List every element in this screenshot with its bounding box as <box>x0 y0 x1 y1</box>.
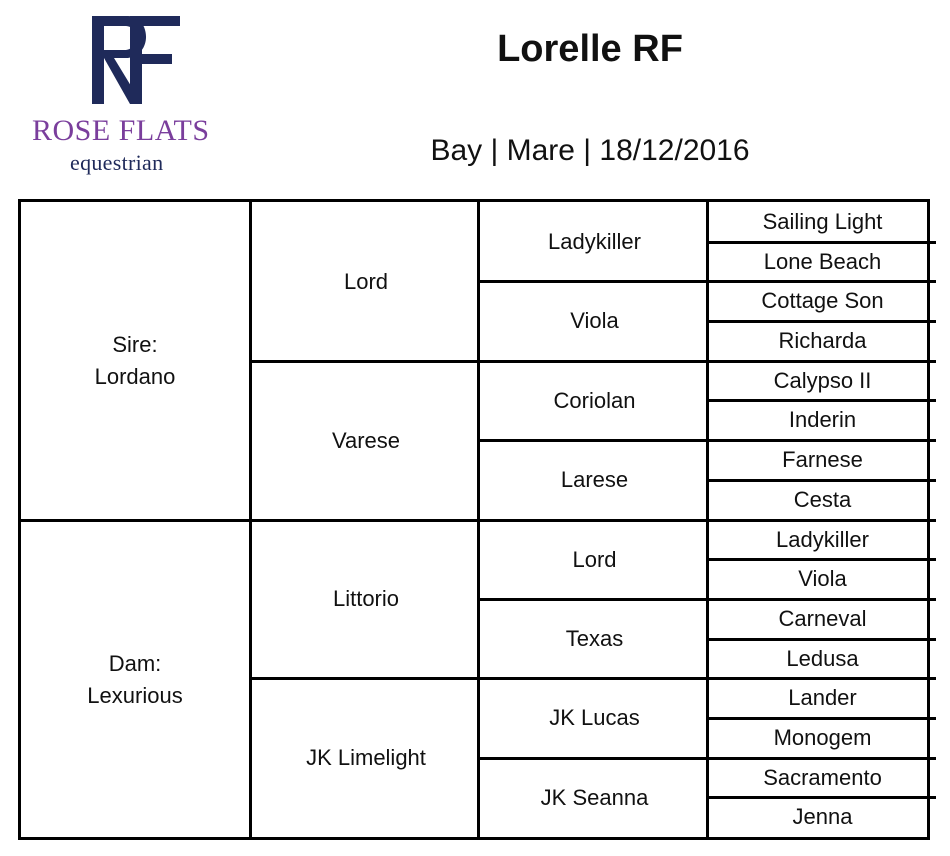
rf-monogram-logo <box>84 10 184 110</box>
great-grandparent-cell <box>480 758 709 837</box>
horse-details: Bay | Mare | 18/12/2016 <box>430 134 750 167</box>
great-great-grandparent-cell <box>709 361 936 400</box>
dam-name: Lexurious <box>87 682 183 708</box>
dam-label: Dam: <box>108 650 162 676</box>
great-great-grandparent-name: Viola <box>798 566 847 592</box>
grandparent-name: Littorio <box>332 586 400 612</box>
grandparent-name: JK Limelight <box>306 744 426 770</box>
pedigree-column-parents <box>21 202 249 837</box>
great-grandparent-name: Coriolan <box>553 387 636 413</box>
great-grandparent-name: Ladykiller <box>548 228 641 254</box>
great-great-grandparent-cell <box>709 202 936 242</box>
great-great-grandparent-cell <box>709 758 936 797</box>
dam-cell <box>21 522 249 837</box>
great-great-grandparent-name: Farnese <box>782 447 863 473</box>
great-great-grandparent-name: Monogem <box>773 725 872 751</box>
great-grandparent-name: JK Seanna <box>540 784 649 810</box>
great-great-grandparent-name: Sacramento <box>763 764 882 790</box>
great-great-grandparent-name: Richarda <box>778 328 867 354</box>
rose-flats-logo <box>22 10 242 175</box>
great-great-grandparent-cell <box>709 400 936 440</box>
pedigree-column-great-grandparents <box>477 202 709 837</box>
grandparent-cell <box>252 202 480 361</box>
pedigree-table <box>18 199 930 840</box>
great-great-grandparent-cell <box>709 520 936 559</box>
grandparent-cell <box>252 520 480 678</box>
great-grandparent-cell <box>480 520 709 599</box>
great-grandparent-name: Viola <box>570 308 619 334</box>
great-grandparent-cell <box>480 281 709 361</box>
great-grandparent-cell <box>480 678 709 758</box>
great-great-grandparent-cell <box>709 718 936 758</box>
grandparent-cell <box>252 361 480 520</box>
great-grandparent-name: JK Lucas <box>549 705 640 731</box>
great-great-grandparent-name: Cesta <box>793 487 852 513</box>
great-great-grandparent-name: Sailing Light <box>762 209 883 235</box>
sire-cell <box>21 202 249 519</box>
grandparent-name: Varese <box>331 427 401 453</box>
great-great-grandparent-cell <box>709 440 936 480</box>
great-great-grandparent-name: Lone Beach <box>763 248 882 274</box>
great-great-grandparent-cell <box>709 480 936 520</box>
great-great-grandparent-cell <box>709 242 936 281</box>
great-great-grandparent-cell <box>709 678 936 718</box>
great-great-grandparent-name: Jenna <box>792 804 853 830</box>
great-grandparent-cell <box>480 202 709 281</box>
great-great-grandparent-name: Ladykiller <box>776 526 869 552</box>
great-great-grandparent-cell <box>709 599 936 639</box>
great-great-grandparent-cell <box>709 639 936 678</box>
grandparent-name: Lord <box>343 268 389 294</box>
logo-brand-name: ROSE FLATS <box>32 114 210 147</box>
pedigree-column-great-great-grandparents <box>706 202 936 837</box>
great-great-grandparent-cell <box>709 281 936 321</box>
sire-name: Lordano <box>94 363 176 389</box>
great-grandparent-cell <box>480 599 709 678</box>
great-great-grandparent-cell <box>709 797 936 837</box>
sire-label: Sire: <box>112 331 158 357</box>
great-grandparent-name: Larese <box>560 467 629 493</box>
great-great-grandparent-name: Carneval <box>778 606 867 632</box>
logo-subtitle: equestrian <box>70 150 164 175</box>
great-great-grandparent-name: Inderin <box>788 407 857 433</box>
pedigree-column-grandparents <box>249 202 480 837</box>
great-grandparent-cell <box>480 361 709 440</box>
horse-name-title: Lorelle RF <box>497 28 683 70</box>
great-great-grandparent-cell <box>709 321 936 361</box>
great-great-grandparent-name: Cottage Son <box>761 288 884 314</box>
great-grandparent-cell <box>480 440 709 520</box>
great-great-grandparent-name: Calypso II <box>773 367 872 393</box>
great-great-grandparent-cell <box>709 559 936 599</box>
great-great-grandparent-name: Lander <box>788 685 857 711</box>
grandparent-cell <box>252 678 480 837</box>
great-great-grandparent-name: Ledusa <box>786 645 859 671</box>
great-grandparent-name: Lord <box>572 546 617 572</box>
great-grandparent-name: Texas <box>565 625 624 651</box>
